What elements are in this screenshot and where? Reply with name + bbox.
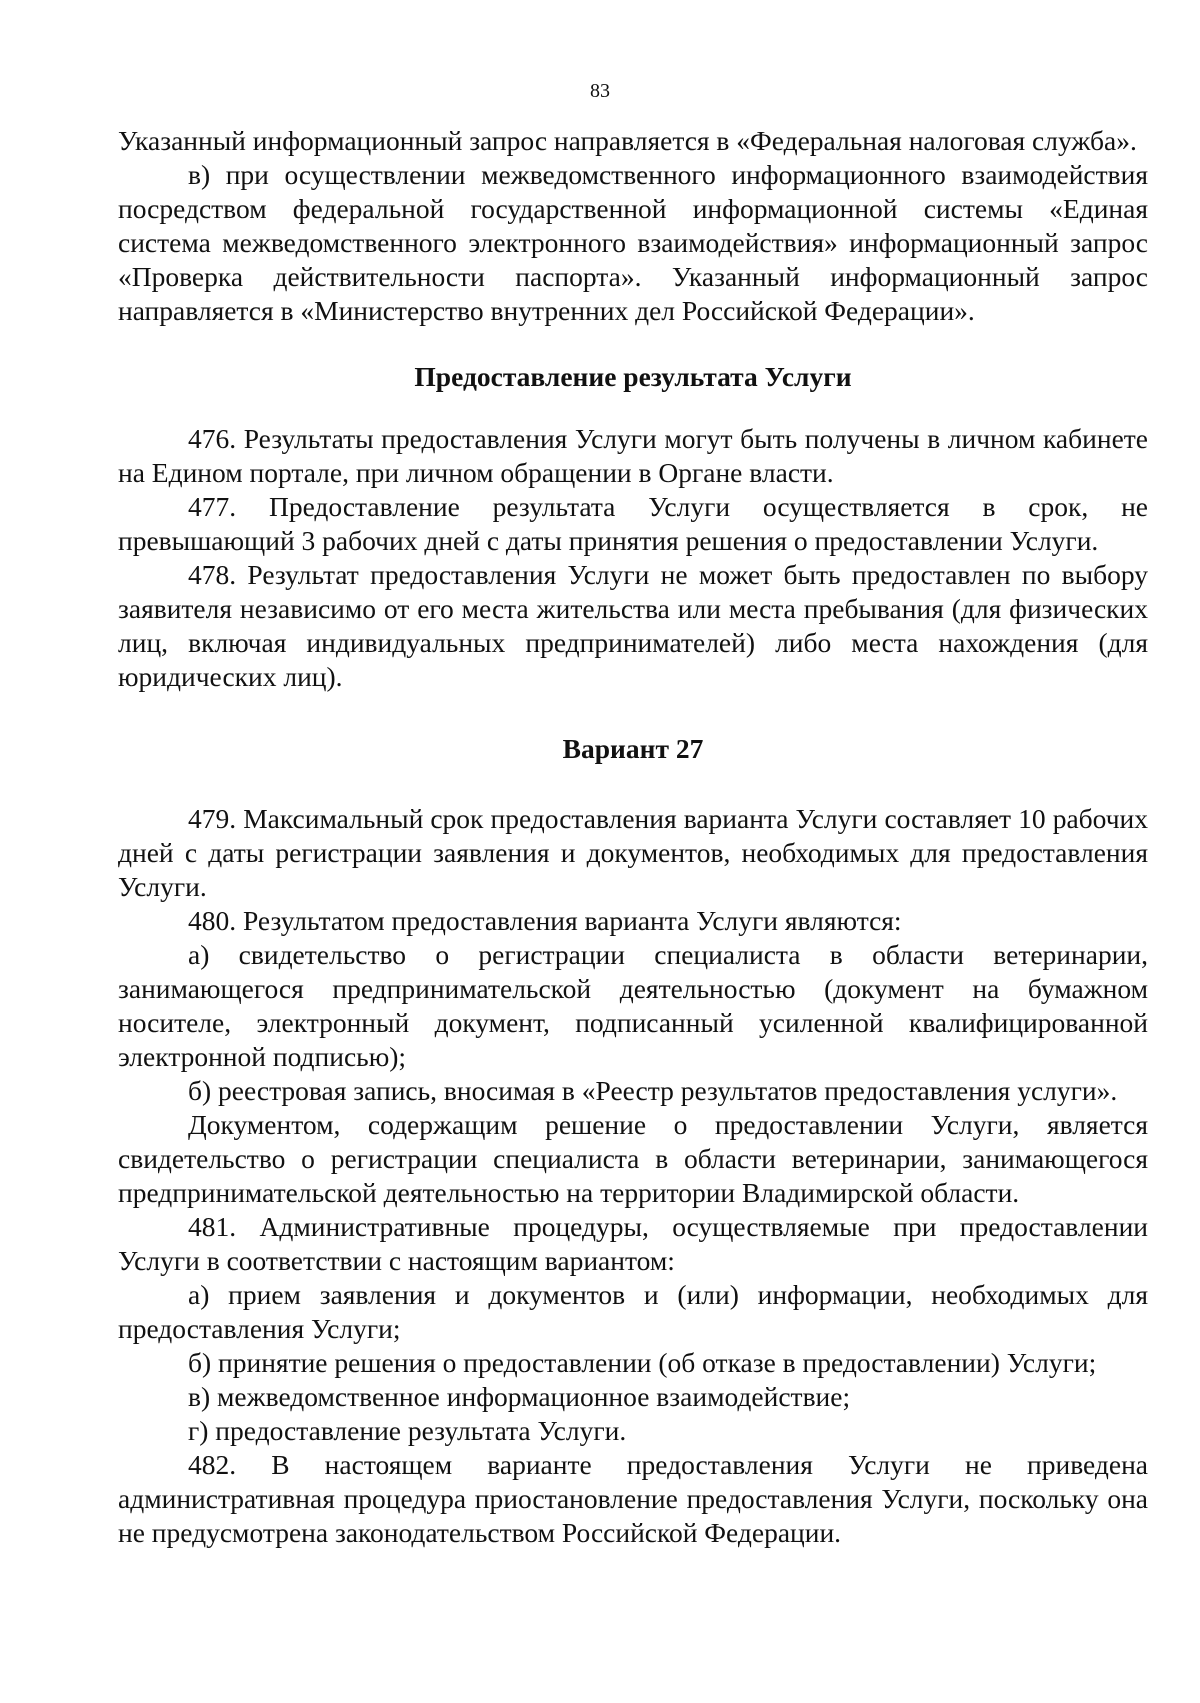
list-item-481-g: г) предоставление результата Услуги. — [188, 1415, 627, 1446]
paragraph-478: 478. Результат предоставления Услуги не может быть предоставлен по выбору заявителя независимо от его места жительства или места пребывания (для физических лиц, включая индивидуальных предпринимателей) либо места нахождения (для юридических лиц). — [118, 559, 1148, 692]
list-item-481-a: а) прием заявления и документов и (или) информации, необходимых для предоставления Услуги; — [118, 1279, 1148, 1344]
section-heading-variant: Вариант 27 — [562, 733, 704, 764]
page-number: 83 — [590, 80, 610, 102]
paragraph-476: 476. Результаты предоставления Услуги могут быть получены в личном кабинете на Едином портале, при личном обращении в Органе власти. — [118, 423, 1148, 488]
list-item-480-a: а) свидетельство о регистрации специалиста в области ветеринарии, занимающегося предпринимательской деятельностью (документ на бумажном носителе, электронный документ, подписанный усиленной квалифицированной электронной подписью); — [118, 939, 1148, 1072]
section-heading-result: Предоставление результата Услуги — [414, 361, 852, 392]
paragraph-482: 482. В настоящем варианте предоставления Услуги не приведена административная процедура приостановление предоставления Услуги, поскольку она не предусмотрена законодательством Российской Федерации. — [118, 1449, 1148, 1548]
document-body — [118, 124, 1148, 1550]
paragraph-481: 481. Административные процедуры, осуществляемые при предоставлении Услуги в соответствии с настоящим вариантом: — [118, 1211, 1148, 1276]
paragraph-480: 480. Результатом предоставления варианта Услуги являются: — [188, 905, 902, 936]
paragraph-tax-request: Указанный информационный запрос направляется в «Федеральная налоговая служба». — [118, 125, 1137, 156]
list-item-481-v: в) межведомственное информационное взаимодействие; — [188, 1381, 851, 1412]
paragraph-decision-document: Документом, содержащим решение о предоставлении Услуги, является свидетельство о регистрации специалиста в области ветеринарии, занимающегося предпринимательской деятельностью на территории Владимирской области. — [118, 1109, 1148, 1208]
list-item-481-b: б) принятие решения о предоставлении (об отказе в предоставлении) Услуги; — [188, 1347, 1097, 1378]
list-item-480-b: б) реестровая запись, вносимая в «Реестр результатов предоставления услуги». — [188, 1075, 1118, 1106]
paragraph-479: 479. Максимальный срок предоставления варианта Услуги составляет 10 рабочих дней с даты регистрации заявления и документов, необходимых для предоставления Услуги. — [118, 803, 1148, 902]
paragraph-passport-request: в) при осуществлении межведомственного информационного взаимодействия посредством федеральной государственной информационной системы «Единая система межведомственного электронного взаимодействия» информационный запрос «Проверка действительности паспорта». Указанный информационный запрос направляется в «Министерство внутренних дел Российской Федерации». — [118, 159, 1148, 326]
paragraph-477: 477. Предоставление результата Услуги осуществляется в срок, не превышающий 3 рабочих дней с даты принятия решения о предоставлении Услуги. — [118, 491, 1148, 556]
